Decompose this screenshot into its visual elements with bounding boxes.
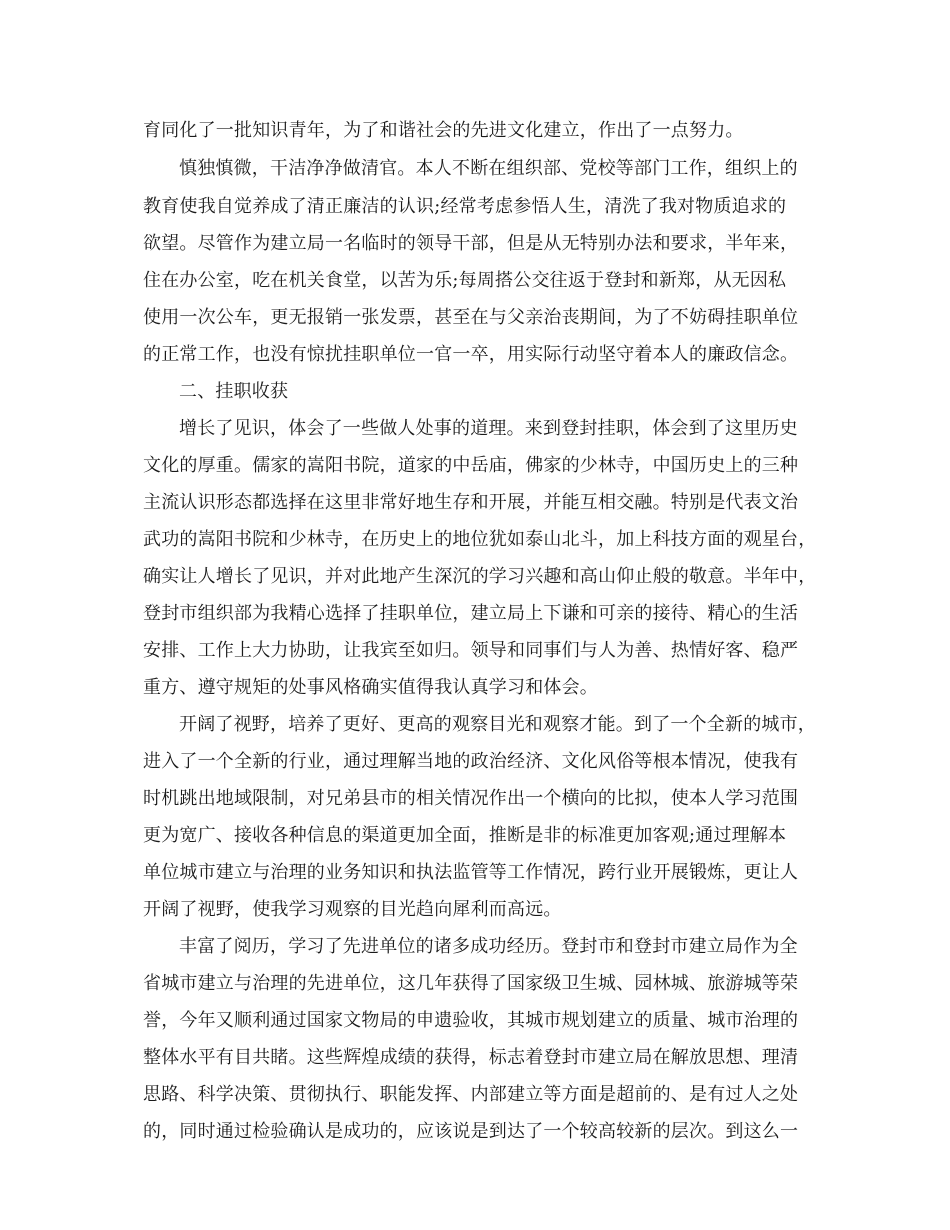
paragraph-start-line: 丰富了阅历，学习了先进单位的诸多成功经历。登封市和登封市建立局作为全 [179, 936, 798, 957]
text-line: 思路、科学决策、贯彻执行、职能发挥、内部建立等方面是超前的、是有过人之处 [143, 1084, 799, 1105]
paragraph-start-line: 开阔了视野，培养了更好、更高的观察目光和观察才能。到了一个全新的城市， [179, 714, 816, 735]
text-line: 的，同时通过检验确认是成功的，应该说是到达了一个较高较新的层次。到这么一 [143, 1121, 799, 1142]
text-line: 省城市建立与治理的先进单位，这几年获得了国家级卫生城、园林城、旅游城等荣 [143, 973, 799, 994]
text-line: 誉，今年又顺利通过国家文物局的申遗验收，其城市规划建立的质量、城市治理的 [143, 1010, 799, 1031]
text-line: 时机跳出地域限制，对兄弟县市的相关情况作出一个横向的比拟，使本人学习范围 [143, 788, 799, 809]
text-line: 欲望。尽管作为建立局一名临时的领导干部，但是从无特别办法和要求，半年来， [143, 233, 799, 254]
text-line: 教育使我自觉养成了清正廉洁的认识;经常考虑参悟人生，清洗了我对物质追求的 [143, 196, 787, 217]
text-line: 安排、工作上大力协助，让我宾至如归。领导和同事们与人为善、热情好客、稳严 [143, 640, 799, 661]
text-line: 武功的嵩阳书院和少林寺，在历史上的地位犹如泰山北斗，加上科技方面的观星台， [143, 529, 817, 550]
text-line: 确实让人增长了见识，并对此地产生深沉的学习兴趣和高山仰止般的敬意。半年中， [143, 566, 817, 587]
section-heading: 二、挂职收获 [179, 381, 289, 402]
text-line: 登封市组织部为我精心选择了挂职单位，建立局上下谦和可亲的接待、精心的生活 [143, 603, 799, 624]
text-line: 的正常工作，也没有惊扰挂职单位一官一卒，用实际行动坚守着本人的廉政信念。 [143, 344, 799, 365]
text-line: 整体水平有目共睹。这些辉煌成绩的获得，标志着登封市建立局在解放思想、理清 [143, 1047, 799, 1068]
text-line: 开阔了视野，使我学习观察的目光趋向犀利而高远。 [143, 899, 562, 920]
text-line: 使用一次公车，更无报销一张发票，甚至在与父亲治丧期间，为了不妨碍挂职单位 [143, 307, 799, 328]
text-line: 住在办公室，吃在机关食堂，以苦为乐;每周搭公交往返于登封和新郑，从无因私 [143, 270, 787, 291]
paragraph-start-line: 慎独慎微，干洁净净做清官。本人不断在组织部、党校等部门工作，组织上的 [179, 158, 798, 179]
text-line: 重方、遵守规矩的处事风格确实值得我认真学习和体会。 [143, 677, 598, 698]
text-line: 更为宽广、接收各种信息的渠道更加全面，推断是非的标准更加客观;通过理解本 [143, 825, 787, 846]
text-line: 主流认识形态都选择在这里非常好地生存和开展，并能互相交融。特别是代表文治 [143, 492, 799, 513]
text-line: 育同化了一批知识青年，为了和谐社会的先进文化建立，作出了一点努力。 [143, 120, 744, 141]
text-line: 单位城市建立与治理的业务知识和执法监管等工作情况，跨行业开展锻炼，更让人 [143, 862, 799, 883]
paragraph-start-line: 增长了见识，体会了一些做人处事的道理。来到登封挂职，体会到了这里历史 [179, 418, 798, 439]
text-line: 文化的厚重。儒家的嵩阳书院，道家的中岳庙，佛家的少林寺，中国历史上的三种 [143, 455, 799, 476]
text-line: 进入了一个全新的行业，通过理解当地的政治经济、文化风俗等根本情况，使我有 [143, 751, 799, 772]
